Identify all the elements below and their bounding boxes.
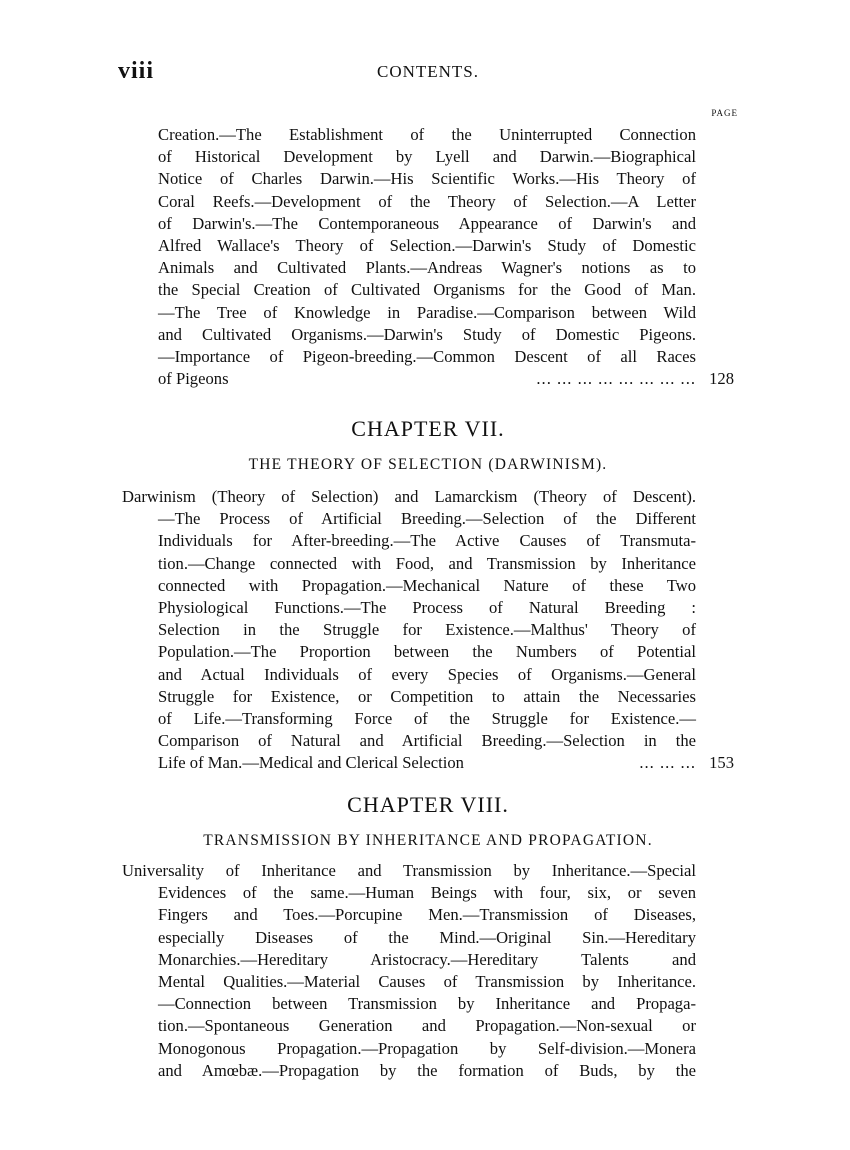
entry-line: —Connection between Transmission by Inheritance and Propaga- xyxy=(158,994,696,1014)
chapter-heading-vii: CHAPTER VII. xyxy=(351,416,505,441)
entry-line: Selection in the Struggle for Existence.—Malthus' Theory of xyxy=(158,620,696,640)
entry-line: Universality of Inheritance and Transmission by Inheritance.—Special xyxy=(122,861,696,880)
entry-line: —The Process of Artificial Breeding.—Selection of the Different xyxy=(158,509,696,529)
entry-line: Individuals for After-breeding.—The Active Causes of Transmuta- xyxy=(158,531,696,551)
entry-last-line-text: Life of Man.—Medical and Clerical Selection xyxy=(158,753,464,773)
running-head xyxy=(118,58,738,88)
entry-line: Monarchies.—Hereditary Aristocracy.—Hereditary Talents and xyxy=(158,949,696,969)
entry-line: Animals and Cultivated Plants.—Andreas Wagner's notions as to xyxy=(158,258,696,278)
entry-line: —The Tree of Knowledge in Paradise.—Comparison between Wild xyxy=(158,302,696,322)
entry-line: especially Diseases of the Mind.—Original Sin.—Hereditary xyxy=(158,927,696,947)
entry-line: Physiological Functions.—The Process of Natural Breeding : xyxy=(158,598,696,618)
chapter-heading-viii: CHAPTER VIII. xyxy=(347,792,509,817)
entry-line: of Life.—Transforming Force of the Struggle for Existence.— xyxy=(158,709,696,729)
entry-line: Population.—The Proportion between the Numbers of Potential xyxy=(158,642,696,662)
contents-entry-chapter-vii xyxy=(122,486,734,775)
entry-line: Creation.—The Establishment of the Uninterrupted Connection xyxy=(158,125,696,144)
entry-last-line-text: of Pigeons xyxy=(158,369,229,389)
chapter-title-vii: THE THEORY OF SELECTION (DARWINISM). xyxy=(248,456,608,473)
entry-line: Struggle for Existence, or Competition to attain the Necessaries xyxy=(158,686,696,706)
entry-line: tion.—Spontaneous Generation and Propagation.—Non-sexual or xyxy=(158,1016,696,1036)
contents-entry-chapter-viii xyxy=(122,860,734,1082)
entry-line: Evidences of the same.—Human Beings with four, six, or seven xyxy=(158,883,696,903)
entry-leader-line xyxy=(122,368,734,390)
entry-line: Fingers and Toes.—Porcupine Men.—Transmission of Diseases, xyxy=(158,905,696,925)
entry-line: Monogonous Propagation.—Propagation by Self-division.—Monera xyxy=(158,1038,696,1058)
entry-line: and Cultivated Organisms.—Darwin's Study of Domestic Pigeons. xyxy=(158,324,696,344)
entry-leader-line xyxy=(122,752,734,774)
entry-line: Coral Reefs.—Development of the Theory of Selection.—A Letter xyxy=(158,191,696,211)
contents-entry-chapter-vi xyxy=(122,124,734,390)
entry-line: —Importance of Pigeon-breeding.—Common Descent of all Races xyxy=(158,347,696,367)
entry-line: Comparison of Natural and Artificial Breeding.—Selection in the xyxy=(158,731,696,751)
running-title: CONTENTS. xyxy=(376,62,480,81)
entry-line: the Special Creation of Cultivated Organisms for the Good of Man. xyxy=(158,280,696,300)
entry-line: of Historical Development by Lyell and Darwin.—Biographical xyxy=(158,147,696,167)
entry-line: of Darwin's.—The Contemporaneous Appearance of Darwin's and xyxy=(158,213,696,233)
entry-line: Alfred Wallace's Theory of Selection.—Darwin's Study of Domestic xyxy=(158,236,696,256)
entry-line: and Amœbæ.—Propagation by the formation of Buds, by the xyxy=(158,1060,696,1080)
page-column-label: PAGE xyxy=(711,108,738,118)
chapter-title-viii: TRANSMISSION BY INHERITANCE AND PROPAGATION. xyxy=(203,832,653,849)
page-reference: 128 xyxy=(709,369,734,389)
entry-line: Darwinism (Theory of Selection) and Lamarckism (Theory of Descent). xyxy=(122,487,696,506)
dot-leader: ... ... ... ... ... ... ... ... xyxy=(536,369,696,389)
entry-line: tion.—Change connected with Food, and Transmission by Inheritance xyxy=(158,553,696,573)
entry-line: Notice of Charles Darwin.—His Scientific Works.—His Theory of xyxy=(158,169,696,189)
page-reference: 153 xyxy=(709,753,734,773)
page-number: viii xyxy=(118,58,155,84)
entry-line: and Actual Individuals of every Species of Organisms.—General xyxy=(158,664,696,684)
entry-line: Mental Qualities.—Material Causes of Transmission by Inheritance. xyxy=(158,972,696,992)
dot-leader: ... ... ... xyxy=(639,753,696,773)
entry-line: connected with Propagation.—Mechanical Nature of these Two xyxy=(158,575,696,595)
